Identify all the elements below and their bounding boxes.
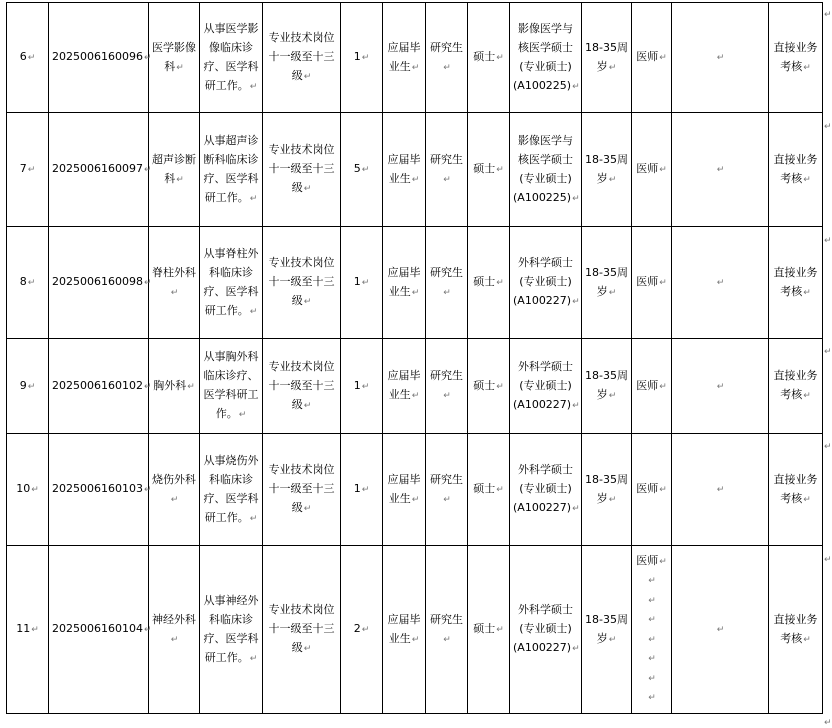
paragraph-mark: ↵ <box>659 381 667 392</box>
table-row <box>7 434 823 546</box>
post-type <box>632 227 672 339</box>
post-type <box>632 546 672 714</box>
table-row <box>7 113 823 227</box>
duty-description <box>200 434 263 546</box>
education-text: 研究生 <box>430 612 463 626</box>
post-code-text: 2025006160102 <box>52 378 143 392</box>
row-end-mark: ↵ <box>824 442 832 452</box>
paragraph-mark: ↵ <box>648 634 656 645</box>
paragraph-mark: ↵ <box>443 494 451 505</box>
paragraph-mark: ↵ <box>608 391 617 401</box>
post-type-text: 医师 <box>636 50 659 63</box>
post-level <box>263 3 341 113</box>
paragraph-mark: ↵ <box>496 485 504 495</box>
paragraph-mark: ↵ <box>170 494 179 505</box>
paragraph-mark: ↵ <box>648 576 656 586</box>
age-limit <box>582 3 632 113</box>
degree-text: 硕士 <box>473 378 496 392</box>
department <box>149 113 200 227</box>
other-requirements <box>672 113 769 227</box>
department-text: 脊柱外科 <box>152 265 196 279</box>
degree <box>468 3 510 113</box>
post-level <box>263 339 341 434</box>
duty-description <box>200 227 263 339</box>
candidate-source <box>383 3 426 113</box>
education-text: 研究生 <box>430 40 463 54</box>
row-end-mark: ↵ <box>824 347 832 357</box>
post-level <box>263 227 341 339</box>
paragraph-mark: ↵ <box>176 174 184 185</box>
exam-method <box>769 339 823 434</box>
exam-method <box>769 546 823 714</box>
major-requirement <box>510 434 582 546</box>
major-requirement-text: 外科学硕士(专业硕士)(A100227) <box>513 256 573 307</box>
paragraph-mark: ↵ <box>361 165 370 175</box>
duty-description-text: 从事神经外科临床诊疗、医学科研工作。 <box>203 593 259 664</box>
paragraph-mark: ↵ <box>716 278 725 288</box>
post-level-text: 专业技术岗位十一级至十三级 <box>268 359 335 411</box>
post-code-text: 2025006160096 <box>52 50 143 63</box>
education-text: 研究生 <box>430 369 463 382</box>
candidate-source <box>383 339 426 434</box>
paragraph-mark: ↵ <box>143 53 152 63</box>
paragraph-mark: ↵ <box>659 53 667 63</box>
paragraph-mark: ↵ <box>443 287 451 298</box>
education <box>426 546 468 714</box>
row-index-text: 11 <box>16 622 31 635</box>
candidate-source <box>383 113 426 227</box>
post-type <box>632 113 672 227</box>
paragraph-mark: ↵ <box>27 278 36 288</box>
department-text: 超声诊断科 <box>152 152 196 185</box>
other-requirements <box>672 434 769 546</box>
recruit-count-text: 1 <box>353 378 361 392</box>
table-row <box>7 546 823 714</box>
degree <box>468 434 510 546</box>
department <box>149 227 200 339</box>
exam-method <box>769 227 823 339</box>
paragraph-mark: ↵ <box>443 391 451 401</box>
post-type-text: 医师 <box>636 378 659 392</box>
department-text: 医学影像科 <box>152 40 196 73</box>
paragraph-mark: ↵ <box>411 391 420 401</box>
row-index-text: 10 <box>16 482 31 495</box>
exam-method-text: 直接业务考核 <box>773 472 818 505</box>
post-code <box>49 339 152 434</box>
post-type-text: 医师 <box>636 553 659 567</box>
post-level <box>263 546 341 714</box>
paragraph-mark: ↵ <box>716 625 725 635</box>
degree-text: 硕士 <box>473 482 496 495</box>
age-limit <box>582 113 632 227</box>
paragraph-mark: ↵ <box>143 165 152 175</box>
education <box>426 113 468 227</box>
paragraph-mark: ↵ <box>496 625 504 635</box>
paragraph-mark: ↵ <box>27 165 36 175</box>
paragraph-mark: ↵ <box>361 625 370 635</box>
degree-text: 硕士 <box>473 622 496 635</box>
duty-description-text: 从事烧伤外科临床诊疗、医学科研工作。 <box>203 453 259 524</box>
paragraph-mark: ↵ <box>187 381 195 392</box>
post-level-text: 专业技术岗位十一级至十三级 <box>268 31 335 82</box>
duty-description-text: 从事脊柱外科临床诊疗、医学科研工作。 <box>203 246 259 317</box>
table-row <box>7 227 823 339</box>
paragraph-mark: ↵ <box>411 634 420 645</box>
age-limit-text: 18-35周岁 <box>585 612 628 645</box>
post-code <box>49 434 152 546</box>
paragraph-mark: ↵ <box>608 634 617 645</box>
exam-method <box>769 3 823 113</box>
education-text: 研究生 <box>430 472 463 486</box>
paragraph-mark: ↵ <box>803 174 811 185</box>
exam-method-text: 直接业务考核 <box>773 152 818 185</box>
recruit-count <box>341 227 383 339</box>
paragraph-mark: ↵ <box>608 287 617 298</box>
paragraph-mark: ↵ <box>648 595 656 606</box>
duty-description <box>200 3 263 113</box>
paragraph-mark: ↵ <box>170 634 179 645</box>
paragraph-mark: ↵ <box>361 53 370 63</box>
paragraph-mark: ↵ <box>648 693 656 703</box>
candidate-source <box>383 434 426 546</box>
post-level-text: 专业技术岗位十一级至十三级 <box>268 143 335 194</box>
duty-description-text: 从事超声诊断科临床诊疗、医学科研工作。 <box>203 133 259 204</box>
post-type-text: 医师 <box>636 482 659 495</box>
row-index-text: 7 <box>19 162 27 175</box>
table-row <box>7 3 823 113</box>
major-requirement-text: 外科学硕士(专业硕士)(A100227) <box>513 463 573 514</box>
table-body <box>7 3 823 714</box>
recruit-count-text: 1 <box>353 275 361 288</box>
major-requirement <box>510 227 582 339</box>
table-row <box>7 339 823 434</box>
major-requirement <box>510 3 582 113</box>
degree <box>468 227 510 339</box>
paragraph-mark: ↵ <box>143 381 152 392</box>
paragraph-mark: ↵ <box>361 381 370 392</box>
recruit-count <box>341 113 383 227</box>
paragraph-mark: ↵ <box>659 485 667 495</box>
row-index <box>7 113 49 227</box>
recruit-count-text: 1 <box>353 50 361 63</box>
department-text: 胸外科 <box>153 378 187 392</box>
recruit-count-text: 2 <box>353 622 361 635</box>
department-text: 神经外科 <box>152 612 196 626</box>
other-requirements <box>672 339 769 434</box>
candidate-source-text: 应届毕业生 <box>387 40 421 73</box>
major-requirement-text: 影像医学与核医学硕士(专业硕士)(A100225) <box>513 21 573 92</box>
paragraph-mark: ↵ <box>572 297 580 307</box>
paragraph-mark: ↵ <box>648 615 656 625</box>
exam-method-text: 直接业务考核 <box>773 265 818 298</box>
major-requirement-text: 外科学硕士(专业硕士)(A100227) <box>513 359 573 411</box>
post-level-text: 专业技术岗位十一级至十三级 <box>268 256 335 307</box>
duty-description <box>200 113 263 227</box>
paragraph-mark: ↵ <box>572 81 580 92</box>
paragraph-mark: ↵ <box>608 494 617 505</box>
paragraph-mark: ↵ <box>361 485 370 495</box>
recruit-count <box>341 339 383 434</box>
paragraph-mark: ↵ <box>803 391 811 401</box>
row-index <box>7 227 49 339</box>
candidate-source-text: 应届毕业生 <box>387 612 421 645</box>
post-code <box>49 3 152 113</box>
age-limit-text: 18-35周岁 <box>585 369 628 401</box>
paragraph-mark: ↵ <box>659 165 667 175</box>
major-requirement <box>510 339 582 434</box>
duty-description-text: 从事胸外科临床诊疗、医学科研工作。 <box>203 350 259 420</box>
major-requirement-text: 影像医学与核医学硕士(专业硕士)(A100225) <box>513 133 573 204</box>
duty-description <box>200 546 263 714</box>
paragraph-mark: ↵ <box>143 625 152 635</box>
exam-method-text: 直接业务考核 <box>773 612 818 645</box>
paragraph-mark: ↵ <box>496 53 504 63</box>
paragraph-mark: ↵ <box>303 644 312 654</box>
education-text: 研究生 <box>430 265 463 279</box>
exam-method-text: 直接业务考核 <box>773 40 818 73</box>
paragraph-mark: ↵ <box>496 165 504 175</box>
candidate-source-text: 应届毕业生 <box>387 152 421 185</box>
row-index <box>7 546 49 714</box>
paragraph-mark: ↵ <box>31 625 39 635</box>
paragraph-mark: ↵ <box>803 494 811 505</box>
paragraph-mark: ↵ <box>143 485 152 495</box>
paragraph-mark: ↵ <box>608 62 617 73</box>
age-limit <box>582 227 632 339</box>
row-index-text: 6 <box>19 50 27 63</box>
post-level-text: 专业技术岗位十一级至十三级 <box>268 603 335 654</box>
education <box>426 3 468 113</box>
row-index <box>7 434 49 546</box>
department <box>149 546 200 714</box>
paragraph-mark: ↵ <box>648 673 656 684</box>
major-requirement <box>510 113 582 227</box>
post-code-text: 2025006160103 <box>52 482 143 495</box>
recruitment-table <box>6 2 823 714</box>
row-index <box>7 3 49 113</box>
age-limit <box>582 339 632 434</box>
paragraph-mark: ↵ <box>303 504 312 514</box>
recruit-count-text: 1 <box>353 482 361 495</box>
post-code-text: 2025006160098 <box>52 275 143 288</box>
paragraph-mark: ↵ <box>572 504 580 514</box>
duty-description-text: 从事医学影像临床诊疗、医学科研工作。 <box>203 21 259 92</box>
paragraph-mark: ↵ <box>27 53 36 63</box>
degree-text: 硕士 <box>473 162 496 175</box>
paragraph-mark: ↵ <box>411 287 420 298</box>
major-requirement <box>510 546 582 714</box>
degree-text: 硕士 <box>473 50 496 63</box>
duty-description <box>200 339 263 434</box>
paragraph-mark: ↵ <box>496 278 504 288</box>
paragraph-mark: ↵ <box>659 556 667 567</box>
paragraph-mark: ↵ <box>648 654 656 664</box>
paragraph-mark: ↵ <box>31 485 39 495</box>
degree <box>468 546 510 714</box>
education <box>426 434 468 546</box>
paragraph-mark: ↵ <box>716 381 725 392</box>
paragraph-mark: ↵ <box>303 400 312 411</box>
candidate-source-text: 应届毕业生 <box>387 369 421 401</box>
paragraph-mark: ↵ <box>803 287 811 298</box>
paragraph-mark: ↵ <box>249 193 258 204</box>
paragraph-mark: ↵ <box>659 278 667 288</box>
post-type <box>632 3 672 113</box>
paragraph-mark: ↵ <box>303 184 312 194</box>
recruit-count <box>341 434 383 546</box>
recruit-count <box>341 546 383 714</box>
age-limit-text: 18-35周岁 <box>585 152 628 185</box>
paragraph-mark: ↵ <box>303 297 312 307</box>
row-end-mark: ↵ <box>824 122 832 132</box>
post-code <box>49 227 152 339</box>
post-type <box>632 339 672 434</box>
other-requirements <box>672 227 769 339</box>
paragraph-mark: ↵ <box>170 287 179 298</box>
candidate-source-text: 应届毕业生 <box>387 265 421 298</box>
paragraph-mark: ↵ <box>361 278 370 288</box>
paragraph-mark: ↵ <box>303 72 312 82</box>
paragraph-mark: ↵ <box>249 513 258 524</box>
department <box>149 339 200 434</box>
post-code-text: 2025006160104 <box>52 622 143 635</box>
paragraph-mark: ↵ <box>572 644 580 654</box>
exam-method <box>769 434 823 546</box>
post-level <box>263 113 341 227</box>
post-level-text: 专业技术岗位十一级至十三级 <box>268 463 335 514</box>
paragraph-mark: ↵ <box>176 62 184 73</box>
paragraph-mark: ↵ <box>572 193 580 204</box>
candidate-source-text: 应届毕业生 <box>387 472 421 505</box>
paragraph-mark: ↵ <box>716 165 725 175</box>
department-text: 烧伤外科 <box>152 472 196 486</box>
row-index-text: 9 <box>19 378 27 392</box>
education <box>426 227 468 339</box>
degree-text: 硕士 <box>473 275 496 288</box>
paragraph-mark: ↵ <box>716 485 725 495</box>
exam-method <box>769 113 823 227</box>
row-end-mark: ↵ <box>824 718 832 728</box>
education-text: 研究生 <box>430 152 463 166</box>
row-index-text: 8 <box>19 275 27 288</box>
paragraph-mark: ↵ <box>143 278 152 288</box>
other-requirements <box>672 3 769 113</box>
department <box>149 434 200 546</box>
paragraph-mark: ↵ <box>411 174 420 185</box>
other-requirements <box>672 546 769 714</box>
post-type-text: 医师 <box>636 275 659 288</box>
paragraph-mark: ↵ <box>27 381 36 392</box>
age-limit <box>582 546 632 714</box>
paragraph-mark: ↵ <box>443 62 451 73</box>
paragraph-mark: ↵ <box>249 653 258 664</box>
row-end-mark: ↵ <box>824 10 832 20</box>
post-type-stack <box>635 551 668 709</box>
age-limit-text: 18-35周岁 <box>585 40 628 73</box>
paragraph-mark: ↵ <box>608 174 617 185</box>
row-index <box>7 339 49 434</box>
department <box>149 3 200 113</box>
paragraph-mark: ↵ <box>238 410 247 420</box>
candidate-source <box>383 546 426 714</box>
paragraph-mark: ↵ <box>411 494 420 505</box>
age-limit-text: 18-35周岁 <box>585 472 628 505</box>
post-code <box>49 546 152 714</box>
paragraph-mark: ↵ <box>411 62 420 73</box>
exam-method-text: 直接业务考核 <box>773 369 818 401</box>
candidate-source <box>383 227 426 339</box>
degree <box>468 339 510 434</box>
post-code-text: 2025006160097 <box>52 162 143 175</box>
paragraph-mark: ↵ <box>803 62 811 73</box>
paragraph-mark: ↵ <box>443 174 451 185</box>
paragraph-mark: ↵ <box>249 81 258 92</box>
major-requirement-text: 外科学硕士(专业硕士)(A100227) <box>513 603 573 654</box>
recruit-count-text: 5 <box>353 162 361 175</box>
paragraph-mark: ↵ <box>496 381 504 392</box>
row-end-mark: ↵ <box>824 236 832 246</box>
paragraph-mark: ↵ <box>443 634 451 645</box>
post-type <box>632 434 672 546</box>
education <box>426 339 468 434</box>
recruit-count <box>341 3 383 113</box>
post-level <box>263 434 341 546</box>
row-end-mark: ↵ <box>824 555 832 565</box>
paragraph-mark: ↵ <box>716 53 725 63</box>
post-code <box>49 113 152 227</box>
paragraph-mark: ↵ <box>249 306 258 317</box>
age-limit <box>582 434 632 546</box>
post-type-text: 医师 <box>636 162 659 175</box>
age-limit-text: 18-35周岁 <box>585 265 628 298</box>
paragraph-mark: ↵ <box>572 400 580 411</box>
degree <box>468 113 510 227</box>
paragraph-mark: ↵ <box>803 634 811 645</box>
